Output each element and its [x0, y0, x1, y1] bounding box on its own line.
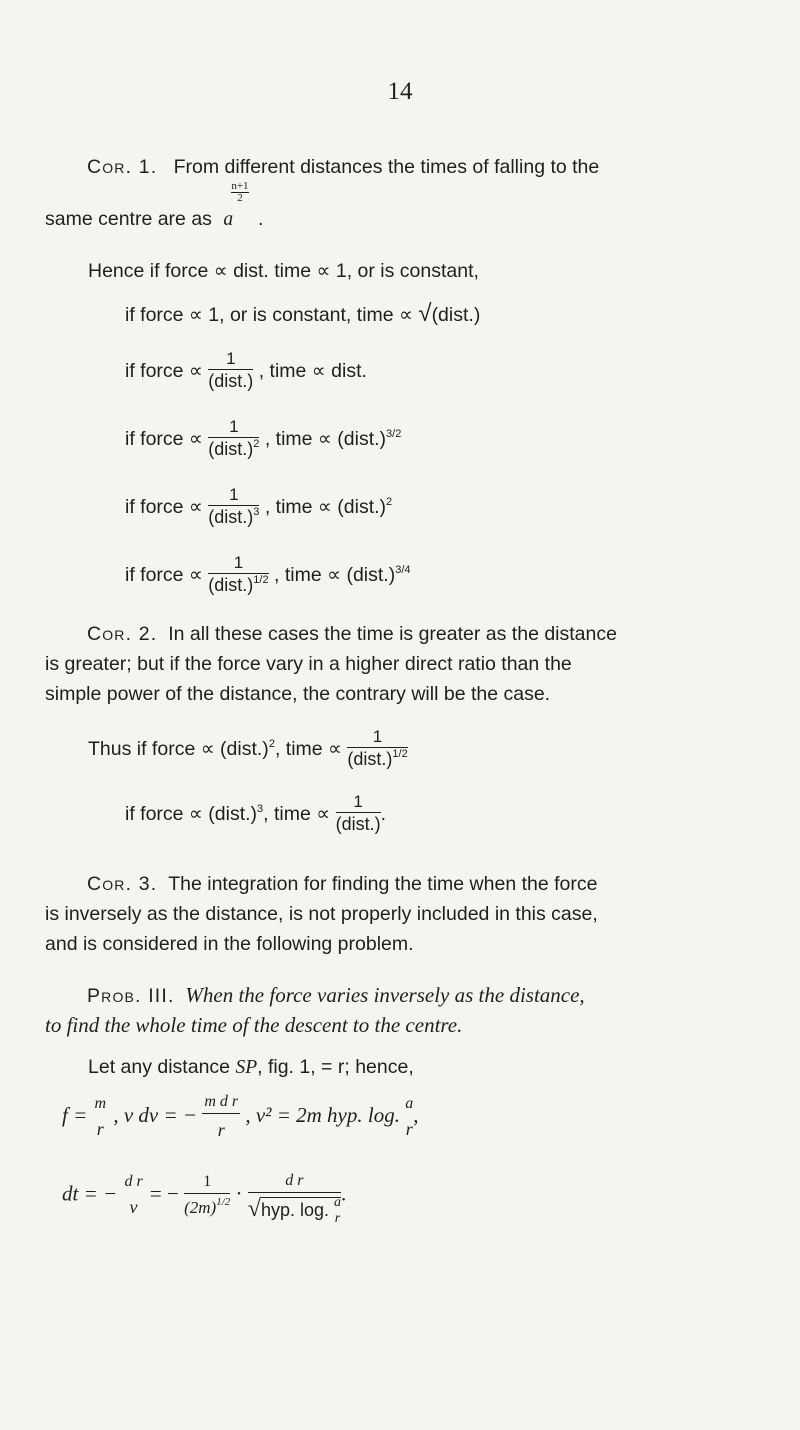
- cor3-line1: Cor. 3. The integration for finding the time when the force: [87, 873, 598, 895]
- cor1-line1: [87, 158, 599, 178]
- cor1-text2: same centre are as: [45, 208, 212, 230]
- prob-let-line: Let any distance SP, fig. 1, = r; hence,: [88, 1056, 414, 1078]
- cor1-exp-den: 2: [237, 192, 243, 204]
- case-3: if force ∝ $\frac{1}{(dist.)^2}$ , time ∝ (dist.)$^{3/2}$: [125, 417, 402, 459]
- cor1-line2: [45, 180, 264, 230]
- cor2-line3: simple power of the distance, the contrary will be the case.: [45, 683, 551, 705]
- cor1-text: From different distances the times of falling to the: [173, 156, 600, 178]
- prob-line2: to find the whole time of the descent to the centre.: [45, 1013, 463, 1037]
- sqrt-icon: √: [247, 1195, 261, 1222]
- cor2-line1: Cor. 2. In all these cases the time is greater as the distance: [87, 623, 617, 645]
- case-1: if force ∝ 1, or is constant, time ∝ √(dist.): [125, 300, 481, 327]
- equation-row-2: dt = − d r v = − $\frac{1}{(2m)^{1/2}}$ · d r √hyp. log. a r .: [62, 1172, 347, 1226]
- cor1-period: .: [257, 208, 264, 230]
- prob-line1: Prob. III. When the force varies inversely as the distance,: [87, 983, 585, 1007]
- cor3-line3: and is considered in the following problem.: [45, 933, 414, 955]
- cor2-line2: is greater; but if the force vary in a higher direct ratio than the: [45, 653, 572, 675]
- cor1-exp-num: n+1: [231, 180, 249, 192]
- case-4: if force ∝ $\frac{1}{(dist.)^3}$ , time ∝ (dist.)$^2$: [125, 485, 393, 527]
- page-number: 14: [387, 78, 413, 105]
- sqrt-icon: √: [418, 300, 432, 327]
- equation-row-1: f = m r , v dv = − $\frac{\text{m d r}}{r}$ , v² = 2m hyp. log. a r ,: [62, 1093, 419, 1140]
- case-5: if force ∝ $\frac{1}{(dist.)^{1/2}}$ , time ∝ (dist.)$^{3/4}$: [125, 553, 411, 595]
- cor1-a: a $\frac{n+1}{2}$: [223, 180, 249, 230]
- cor1-label: Cor. 1.: [87, 156, 158, 178]
- case-2: if force ∝ $\frac{1}{\text{(dist.)}}$ , time ∝ dist.: [125, 349, 367, 391]
- cor3-line2: is inversely as the distance, is not properly included in this case,: [45, 903, 598, 925]
- cor2-if-line: if force ∝ (dist.)$^3$, time ∝ $\frac{1}{\text{(dist.)}}$ .: [125, 792, 387, 834]
- cor2-thus-line: Thus if force ∝ (dist.)$^2$, time ∝ $\frac{1}{(dist.)^{1/2}}$: [88, 727, 408, 769]
- case-intro: Hence if force ∝ dist. time ∝ 1, or is constant,: [88, 260, 479, 282]
